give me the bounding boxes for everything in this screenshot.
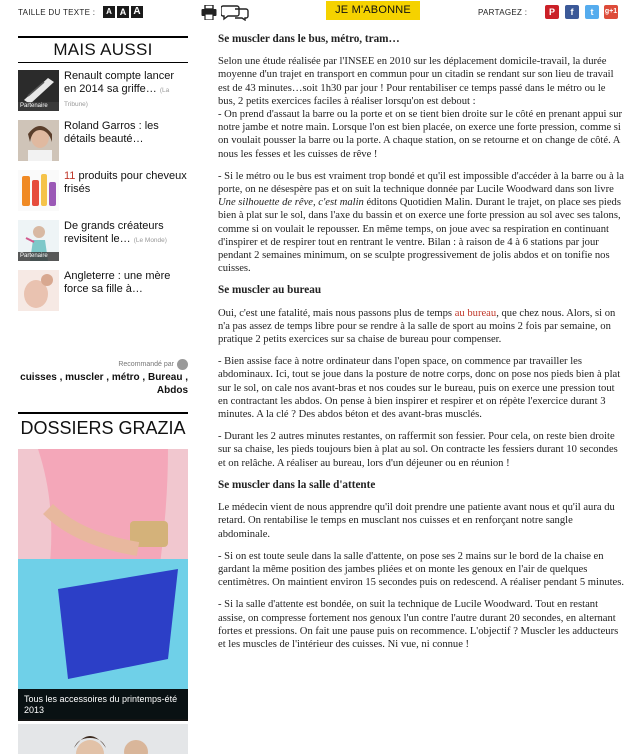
related-link[interactable] [64, 70, 188, 111]
inline-link[interactable]: au bureau [454, 307, 497, 319]
related-count[interactable]: 11 [64, 170, 76, 182]
tag-list[interactable]: cuisses , muscler , métro , Bureau , Abdos [20, 372, 188, 396]
comment-icon[interactable] [221, 4, 249, 21]
text-size-medium-button[interactable]: A [117, 6, 129, 18]
related-link[interactable] [64, 220, 188, 247]
sidebar [18, 36, 188, 715]
recommendation-logo-icon [177, 359, 188, 370]
book-title: Une silhouette de rêve, c'est malin [218, 197, 364, 209]
related-link[interactable] [64, 120, 188, 146]
text-run: - Si le métro ou le bus est vraiment trop bondé et qu'il est impossible d'accéder à la barre ou à la porte, on ne désespère pas et on suit la technique donnée par Lucile Woodward dans son livre [218, 170, 624, 196]
article-toolbar [0, 0, 624, 26]
partner-badge: Partenaire [18, 252, 59, 261]
recommended-label: Recommandé par [118, 361, 174, 368]
dossier-image[interactable] [18, 724, 188, 754]
article-paragraph: - On prend d'assaut la barre ou la porte et on se tient bien droite sur le côté en prenant appui sur notre jambe et notre main. Lorsque l'on est bien placée, on exerce une forte pression, comme si on voulait pousser la barre ou la porte. A chaque station, on se retourne et on change de côté. A nous les fesses et les cuisses de rêve ! [218, 109, 623, 160]
article-paragraph: - Si la salle d'attente est bondée, on suit la technique de Lucile Woodward. Tout en restant assise, on compresse fortement nos genoux l'un contre l'autre durant 20 secondes, en alternant fortes et pressions. On fait une pause puis on recommence. L'objectif ? Muscler les adducteurs et les muscles de l'intérieur des cuisses. Ni vue, ni connue ! [218, 599, 619, 650]
section-heading: Se muscler dans la salle d'attente [218, 478, 376, 491]
recommended-by [18, 361, 188, 368]
subscribe-button[interactable]: JE M'ABONNE [326, 1, 420, 20]
article-paragraph: Le médecin vient de nous apprendre qu'il doit prendre une patiente avant nous et qu'il aura du retard. On rentabilise le temps en musclant nos cuisses et en renforçant notre sangle abdominale. [218, 502, 615, 540]
related-link[interactable] [64, 270, 188, 296]
share-label: PARTAGEZ : [478, 8, 528, 17]
related-title[interactable]: Angleterre : une mère force sa fille à… [64, 270, 171, 295]
text-run: éditons Quotidien Malin. Durant le trajet, on place ses pieds bien à plat sur le sol, dans l'axe du bassin et on exerce une forte pression au sol avec ses talons, comme si on voulait le repousser. En même temps, on joue avec sa respiration en continuant d'inspirer et de respirer tout en rentrant le ventre. Bilan : à raison de 4 à 6 stations par jour pendant 2 semaines minimum, on se sculpte progressivement de jolis abdos et on tonifie nos cuisses. [218, 197, 621, 275]
related-thumbnail[interactable] [18, 70, 59, 111]
text-run: , que chez nous. Alors, si on n'a pas assez de temps libre pour se rendre à la salle de sport au moins 2 fois par semaine, on pratique 2 petits exercices sur sa chaise de bureau pour compenser. [218, 307, 616, 346]
article-paragraph: - Durant les 2 autres minutes restantes, on raffermit son fessier. Pour cela, on reste bien droite sur sa chaise, les pieds toujours bien à plat au sol. On contracte les fessiers durant 10 secondes et on relâche. A réaliser au bureau, lors d'un déjeuner ou en réunion ! [218, 431, 618, 469]
text-size-large-button[interactable]: A [131, 6, 143, 18]
twitter-icon[interactable]: t [585, 5, 599, 19]
dossier-image[interactable] [18, 449, 188, 719]
section-heading: Se muscler dans le bus, métro, tram… [218, 33, 400, 45]
text-run: Oui, c'est une fatalité, mais nous passons plus de temps [218, 307, 455, 319]
related-source: (La Tribune) [64, 87, 170, 108]
related-title[interactable]: Renault compte lancer en 2014 sa griffe… [64, 70, 175, 95]
dossiers-title: DOSSIERS GRAZIA [18, 412, 188, 442]
print-icon[interactable] [201, 5, 217, 20]
related-title[interactable]: produits pour cheveux frisés [64, 170, 187, 195]
article-paragraph: Selon une étude réalisée par l'INSEE en 2010 sur les déplacement domicile-travail, la durée moyenne d'un trajet en transport en commun pour un citadin se rendant sur son lieu de travail est de 43 minutes…soit 1h30 par jour ! Pour rentabiliser ce temps passé dans le métro ou le bus, 2 petits exercices faciles à réaliser lorsqu'on est debout : [218, 56, 614, 107]
related-thumbnail[interactable] [18, 120, 59, 161]
article-paragraph: - Si on est toute seule dans la salle d'attente, on pose ses 2 mains sur le bord de la chaise en gardant la même position des jambes pliées et on monte les genoux en l'air de quelques centimètres. On maintient environ 15 secondes puis on redescend. A réaliser pendant 5 minutes. [218, 550, 624, 589]
related-link[interactable] [64, 170, 188, 196]
mais-aussi-title: MAIS AUSSI [18, 36, 188, 63]
related-thumbnail[interactable] [18, 170, 59, 211]
article-paragraph [218, 170, 624, 276]
text-size-small-button[interactable]: A [103, 6, 115, 18]
related-source: (Le Monde) [133, 237, 167, 244]
related-thumbnail[interactable] [18, 220, 59, 261]
dossier-caption[interactable]: Tous les accessoires du printemps-été 2013 [18, 689, 188, 721]
related-title[interactable]: Roland Garros : les détails beauté… [64, 120, 159, 145]
text-size-label: TAILLE DU TEXTE : [18, 8, 96, 17]
facebook-icon[interactable]: f [565, 5, 579, 19]
google-plus-icon[interactable]: g+1 [604, 5, 618, 19]
section-heading: Se muscler au bureau [218, 284, 322, 297]
article-paragraph: - Bien assise face à notre ordinateur dans l'open space, on commence par travailler les abdominaux. Ici, tout se joue dans la posture de notre corps, donc on pose nos pieds bien à plat sur le sol, on cale nos avant-bras et nos coudes sur le bureau, puis on exerce une pression tout en contractant les abdos. On pense à bien inspirer et respirer et on répète l'exercice durant 3 minutes. A la clé ? Des abdos béton et des avant-bras musclés. [218, 356, 621, 421]
pinterest-icon[interactable]: P [545, 5, 559, 19]
partner-badge: Partenaire [18, 102, 59, 111]
related-title[interactable]: De grands créateurs revisitent le… [64, 220, 164, 245]
related-thumbnail[interactable] [18, 270, 59, 311]
article-body [218, 33, 624, 660]
article-paragraph [218, 307, 624, 347]
